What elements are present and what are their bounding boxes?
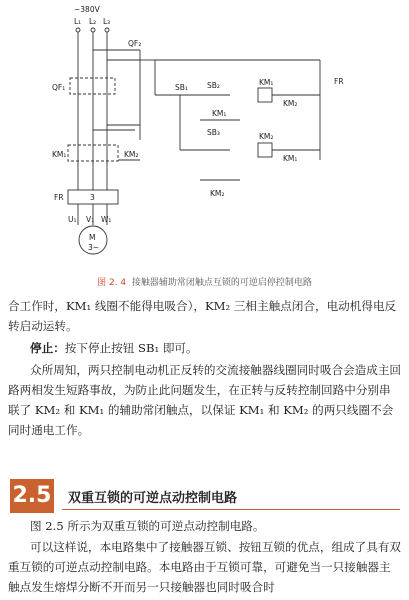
section-number: 2.5	[10, 479, 54, 513]
fr-label: FR	[54, 193, 64, 202]
figure-caption	[0, 275, 409, 288]
u1-label: U₁	[68, 215, 77, 224]
km1-interlock-label: KM₁	[283, 154, 298, 163]
section-divider	[62, 509, 400, 510]
section-title: 双重互锁的可逆点动控制电路	[68, 491, 238, 506]
sb2-label: SB₂	[207, 81, 220, 90]
km1-coil-label: KM₁	[259, 78, 274, 87]
figure-number: 图 2. 4	[97, 278, 127, 288]
km2-coil-label: KM₂	[259, 132, 274, 141]
circuit-diagram	[0, 0, 409, 270]
paragraph-1: 合工作时，KM₁ 线圈不能得电吸合），KM₂ 三相主触点闭合，电动机得电反转启动运转。	[8, 299, 397, 333]
sb1-label: SB₁	[175, 83, 188, 92]
sb3-label: SB₃	[207, 128, 220, 137]
section-header	[10, 479, 400, 513]
km2-aux-label: KM₂	[210, 189, 225, 198]
l2-label: L₂	[89, 17, 97, 26]
paragraph-3: 众所周知，两只控制电动机正反转的交流接触器线圈同时吸合会造成主回路两相发生短路事故，为防止此问题发生，在正转与反转控制回路中分别串联了 KM₂ 和 KM₁ 的辅助常闭触点，以保证 KM₁ 和 KM₂ 的两只线圈不会同时通电工作。	[8, 363, 402, 437]
voltage-label: ~380V	[74, 5, 100, 14]
figure-caption-text: 接触器辅助常闭触点互锁的可逆启停控制电路	[131, 278, 312, 288]
fr-number: 3	[90, 193, 95, 202]
stop-text: 按下停止按钮 SB₁ 即可。	[64, 341, 198, 355]
fr-contact-label: FR	[334, 77, 344, 86]
l1-label: L₁	[74, 17, 82, 26]
motor-label: M	[89, 233, 96, 242]
stop-label: 停止：	[30, 341, 65, 355]
paragraph-stop	[8, 338, 401, 358]
km2-interlock-label: KM₂	[283, 99, 298, 108]
km2-main-label: KM₂	[124, 150, 139, 159]
paragraph-4: 图 2.5 所示为双重互锁的可逆点动控制电路。	[30, 519, 265, 533]
w1-label: W₁	[101, 215, 112, 224]
km1-aux-label: KM₁	[212, 109, 227, 118]
qf2-label: QF₂	[128, 39, 142, 48]
paragraph-5: 可以这样说，本电路集中了接触器互锁、按钮互锁的优点，组成了具有双重互锁的可逆点动控制电路。本电路由于互锁可靠，可避免当一只接触器主触点发生熔焊分断不开而另一只接触器也同时吸合时	[8, 540, 402, 594]
km1-main-label: KM₁	[52, 150, 67, 159]
qf1-label: QF₁	[52, 83, 66, 92]
v1-label: V₁	[86, 215, 95, 224]
motor-phase-label: 3~	[88, 243, 100, 252]
l3-label: L₃	[103, 17, 111, 26]
